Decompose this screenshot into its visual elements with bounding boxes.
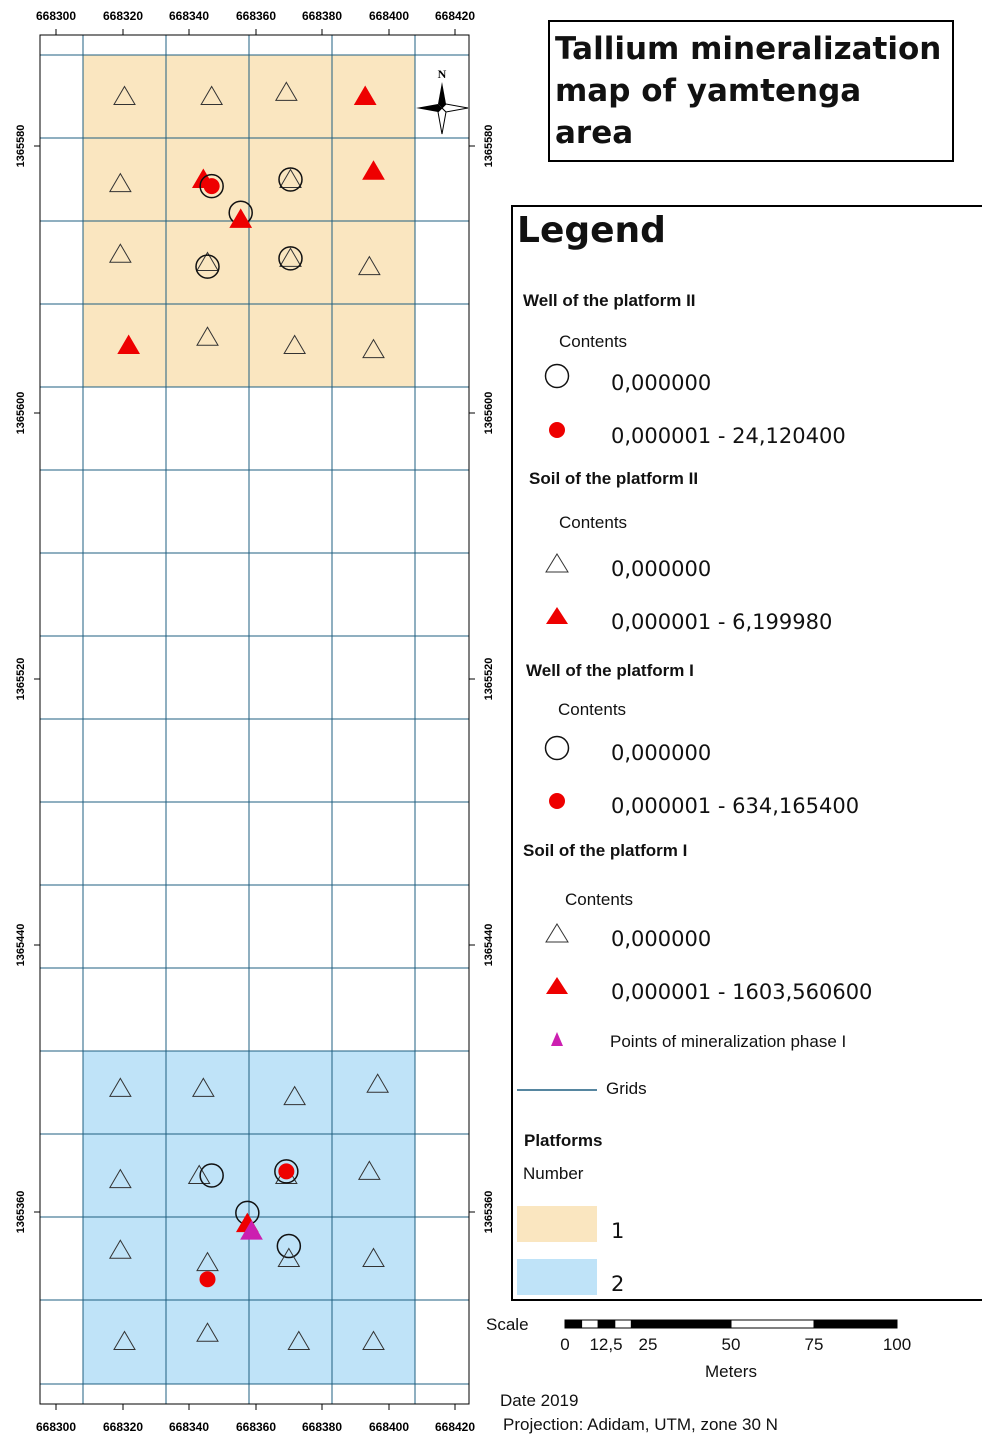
legend-soil-platform-1-range: 0,000001 - 1603,560600 [611, 980, 873, 1004]
legend-mineralization-phase-label: Points of mineralization phase I [610, 1032, 847, 1051]
legend-well-platform-2-contents: Contents [559, 332, 628, 351]
legend-soil-platform-2-range: 0,000001 - 6,199980 [611, 610, 833, 634]
x-tick-label-top: 668300 [35, 9, 77, 23]
legend-well-platform-2-range: 0,000001 - 24,120400 [611, 424, 846, 448]
well-sample-positive-icon [278, 1163, 294, 1179]
legend-soil-platform-2-zero: 0,000000 [611, 557, 712, 581]
x-tick-label-top: 668340 [168, 9, 210, 23]
y-tick-label-left: 1365440 [15, 923, 27, 967]
scale-bar-segment [598, 1320, 615, 1328]
x-tick-label-top: 668420 [434, 9, 476, 23]
y-tick-label-left: 1365580 [15, 124, 27, 168]
legend-well-platform-1-contents: Contents [558, 700, 627, 719]
legend-well-platform-2-heading: Well of the platform II [523, 291, 696, 310]
x-tick-label-top: 668320 [102, 9, 144, 23]
scale-tick-25: 25 [638, 1335, 658, 1354]
x-tick-label-bottom: 668380 [301, 1420, 343, 1434]
legend-platforms-heading: Platforms [524, 1131, 603, 1150]
legend-soil-platform-2-contents: Contents [559, 513, 628, 532]
scale-bar-segment [615, 1320, 632, 1328]
map-title-box [548, 20, 954, 162]
legend-platform-2-label: 2 [611, 1272, 625, 1296]
x-tick-label-bottom: 668360 [235, 1420, 277, 1434]
y-tick-label-left: 1365520 [15, 657, 27, 701]
x-tick-label-top: 668400 [368, 9, 410, 23]
scale-tick-12-5: 12,5 [589, 1335, 623, 1354]
legend-soil-platform-1-heading: Soil of the platform I [523, 841, 688, 860]
scale-bar-segment [582, 1320, 599, 1328]
y-tick-label-right: 1365520 [483, 657, 495, 701]
x-tick-label-bottom: 668320 [102, 1420, 144, 1434]
scale-tick-50: 50 [721, 1335, 741, 1354]
legend-platform-1-swatch [517, 1206, 597, 1242]
compass-east-icon [442, 104, 468, 112]
x-tick-label-bottom: 668300 [35, 1420, 77, 1434]
scale-bar-segment [565, 1320, 582, 1328]
well-sample-positive-icon [204, 178, 220, 194]
y-tick-label-left: 1365360 [15, 1190, 27, 1234]
legend-soil-platform-1-contents: Contents [565, 890, 634, 909]
x-tick-label-bottom: 668420 [434, 1420, 476, 1434]
well-sample-positive-icon [200, 1271, 216, 1287]
legend-grids-label: Grids [606, 1079, 647, 1098]
legend-platform-2-swatch [517, 1259, 597, 1295]
x-tick-label-bottom: 668340 [168, 1420, 210, 1434]
scale-bar-segment [814, 1320, 897, 1328]
scale-unit: Meters [705, 1362, 757, 1381]
map-projection: Projection: Adidam, UTM, zone 30 N [503, 1415, 778, 1434]
y-tick-label-right: 1365360 [483, 1190, 495, 1234]
scale-tick-0: 0 [560, 1335, 570, 1354]
y-tick-label-right: 1365440 [483, 923, 495, 967]
legend-soil-platform-2-heading: Soil of the platform II [529, 469, 699, 488]
scale-label: Scale [486, 1315, 529, 1334]
scale-bar-segment [731, 1320, 814, 1328]
y-tick-label-right: 1365580 [483, 124, 495, 168]
legend-well-platform-2-zero: 0,000000 [611, 371, 712, 395]
legend-soil-platform-1-zero: 0,000000 [611, 927, 712, 951]
north-label: N [437, 67, 447, 81]
legend-platform-1-label: 1 [611, 1219, 625, 1243]
legend-well-platform-1-heading: Well of the platform I [526, 661, 694, 680]
scale-bar-segment [631, 1320, 648, 1328]
y-tick-label-left: 1365600 [15, 391, 27, 435]
x-tick-label-top: 668360 [235, 9, 277, 23]
legend-title: Legend [517, 210, 666, 251]
map-date: Date 2019 [500, 1391, 579, 1410]
y-tick-label-right: 1365600 [483, 391, 495, 435]
scale-bar-segment [648, 1320, 731, 1328]
north-arrow-icon [438, 82, 446, 108]
scale-tick-100: 100 [882, 1335, 912, 1354]
scale-tick-75: 75 [804, 1335, 824, 1354]
x-tick-label-bottom: 668400 [368, 1420, 410, 1434]
map-title: Tallium mineralization map of yamtenga area [555, 31, 942, 151]
x-tick-label-top: 668380 [301, 9, 343, 23]
legend-platforms-number: Number [523, 1164, 584, 1183]
legend-well-platform-1-range: 0,000001 - 634,165400 [611, 794, 860, 818]
legend-well-platform-1-zero: 0,000000 [611, 741, 712, 765]
compass-west-icon [416, 104, 442, 112]
compass-south-icon [438, 108, 446, 134]
